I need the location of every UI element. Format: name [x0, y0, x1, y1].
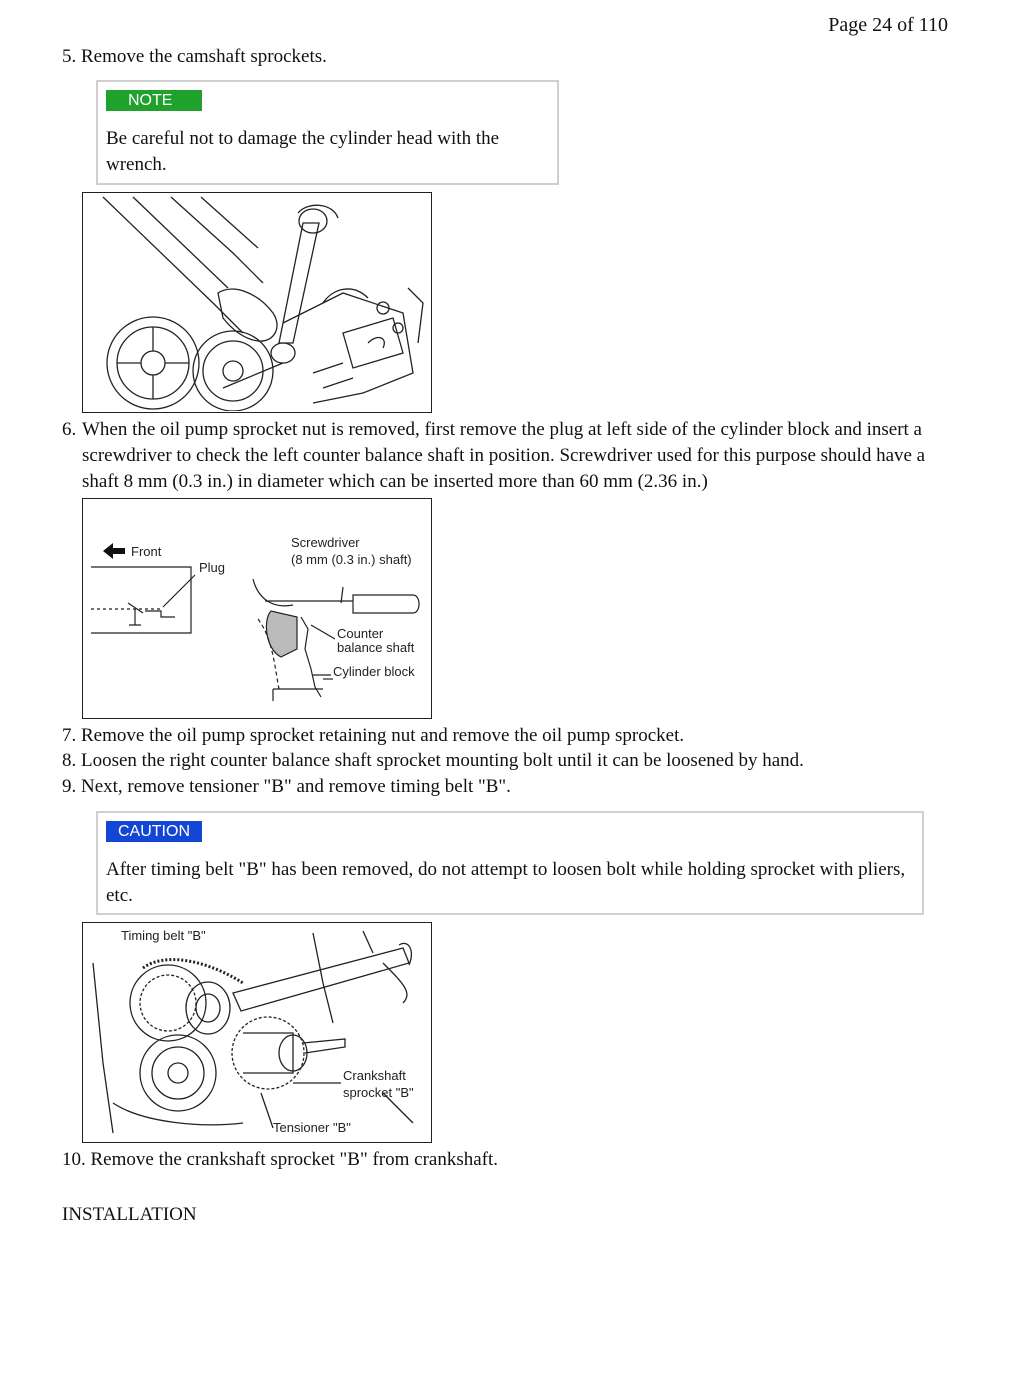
caution-badge: CAUTION [106, 821, 202, 842]
step-text: Loosen the right counter balance shaft sprocket mounting bolt until it can be loosened by hand. [81, 750, 804, 771]
page-number: Page 24 of 110 [828, 14, 948, 36]
caution-text-line: etc. [106, 885, 133, 906]
counter-label-2: balance shaft [337, 640, 415, 655]
step-number: 8. [62, 750, 77, 771]
camshaft-sprocket-figure [82, 192, 432, 413]
camshaft-illustration [83, 193, 430, 411]
shaft-size-label: (8 mm (0.3 in.) shaft) [291, 552, 412, 567]
step-7 [62, 723, 684, 749]
tensioner-label: Tensioner "B" [273, 1120, 351, 1135]
note-text-line: wrench. [106, 154, 167, 175]
step-text: Next, remove tensioner "B" and remove timing belt "B". [81, 776, 511, 797]
cylinder-block-label: Cylinder block [333, 664, 415, 679]
timing-belt-label: Timing belt "B" [121, 928, 206, 943]
caution-box [96, 811, 924, 915]
step-number: 7. [62, 725, 77, 746]
note-badge: NOTE [106, 90, 202, 111]
front-arrow-icon [103, 543, 125, 559]
crankshaft-label-1: Crankshaft [343, 1068, 406, 1083]
caution-text [106, 857, 905, 909]
crankshaft-label-2: sprocket "B" [343, 1085, 414, 1100]
front-label: Front [131, 544, 162, 559]
note-box [96, 80, 559, 185]
screwdriver-label: Screwdriver [291, 535, 360, 550]
screwdriver-check-figure [82, 498, 432, 719]
step-5 [62, 44, 327, 70]
step-9 [62, 774, 511, 800]
step-number: 10. [62, 1149, 86, 1170]
counter-label-1: Counter [337, 626, 384, 641]
step-8 [62, 748, 804, 774]
caution-text-line: After timing belt "B" has been removed, do not attempt to loosen bolt while holding sprocket with pliers, [106, 859, 906, 880]
step-10 [62, 1147, 498, 1173]
step-number: 6. [62, 419, 77, 440]
screwdriver-diagram [83, 499, 430, 717]
section-heading-installation: INSTALLATION [62, 1204, 197, 1225]
note-text-line: Be careful not to damage the cylinder head with the [106, 128, 500, 149]
step-6 [62, 417, 952, 495]
step-text: Remove the crankshaft sprocket "B" from crankshaft. [90, 1149, 499, 1170]
step-text: Remove the oil pump sprocket retaining nut and remove the oil pump sprocket. [81, 725, 685, 746]
timing-belt-illustration [83, 923, 430, 1141]
timing-belt-figure [82, 922, 432, 1143]
plug-label: Plug [199, 560, 226, 575]
step-text: When the oil pump sprocket nut is removed, first remove the plug at left side of the cylinder block and insert a screwdriver to check the left counter balance shaft in position. Screwdriver used for this purpose should have a shaft 8 mm (0.3 in.) in diameter which can be inserted more than 60 mm (2.36 in.) [82, 419, 926, 492]
step-text: Remove the camshaft sprockets. [81, 46, 327, 67]
note-text [106, 126, 499, 178]
step-number: 5. [62, 46, 77, 67]
step-number: 9. [62, 776, 77, 797]
